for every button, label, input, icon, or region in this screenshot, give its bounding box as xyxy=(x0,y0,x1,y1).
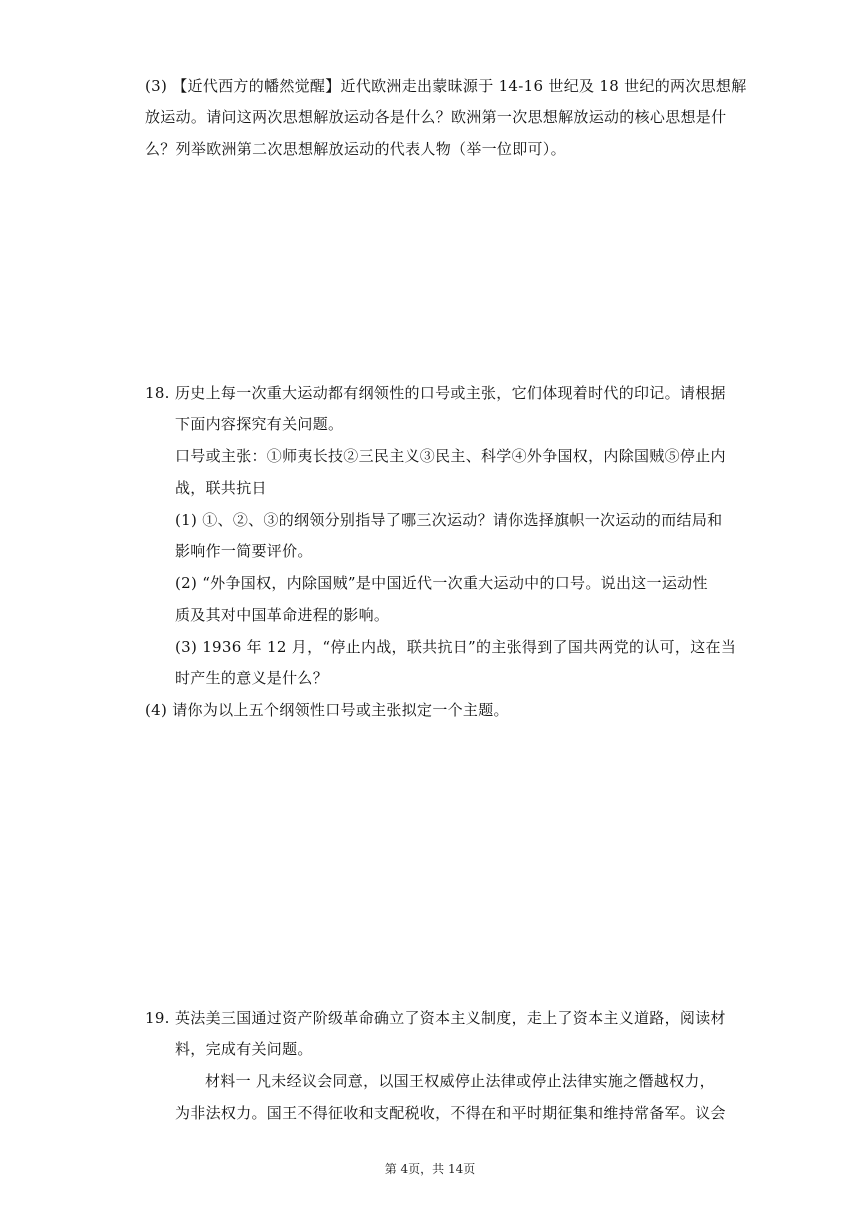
q18-stem-line2: 下面内容探究有关问题。 xyxy=(175,415,344,433)
q17-part3-line1: (3) 【近代西方的幡然觉醒】近代欧洲走出蒙昧源于 14-16 世纪及 18 世纪的两次思想解 xyxy=(145,77,747,95)
q18-part2-line1: (2) “外争国权，内除国贼”是中国近代一次重大运动中的口号。说出这一运动性 xyxy=(175,574,708,592)
q18-part1-line2: 影响作一简要评价。 xyxy=(175,542,313,560)
q18-part2-line2: 质及其对中国革命进程的影响。 xyxy=(175,606,390,624)
q18-slogans-line2: 战，联共抗日 xyxy=(175,479,267,497)
q18-number: 18. xyxy=(145,384,170,402)
q19-number: 19. xyxy=(145,1009,170,1027)
q17-part3-line3: 么？列举欧洲第二次思想解放运动的代表人物（举一位即可）。 xyxy=(145,140,566,158)
q18-part3-line1: (3) 1936 年 12 月，“停止内战，联共抗日”的主张得到了国共两党的认可，这在当 xyxy=(175,638,737,656)
q18-stem-line1: 历史上每一次重大运动都有纲领性的口号或主张，它们体现着时代的印记。请根据 xyxy=(175,384,726,402)
q18-part3-line2: 时产生的意义是什么？ xyxy=(175,669,329,687)
page-footer: 第 4页，共 14页 xyxy=(384,1162,476,1176)
q19-material-line2: 为非法权力。国王不得征收和支配税收，不得在和平时期征集和维持常备军。议会 xyxy=(175,1104,726,1122)
q18-part4-line1: (4) 请你为以上五个纲领性口号或主张拟定一个主题。 xyxy=(145,701,509,719)
q19-stem-line1: 英法美三国通过资产阶级革命确立了资本主义制度，走上了资本主义道路，阅读材 xyxy=(175,1009,726,1027)
q19-stem-line2: 料，完成有关问题。 xyxy=(175,1040,313,1058)
q19-material-line1: 材料一 凡未经议会同意，以国王权威停止法律或停止法律实施之僭越权力， xyxy=(205,1072,715,1090)
q18-slogans-line1: 口号或主张：①师夷长技②三民主义③民主、科学④外争国权，内除国贼⑤停止内 xyxy=(175,447,726,465)
q17-part3-line2: 放运动。请问这两次思想解放运动各是什么？欧洲第一次思想解放运动的核心思想是什 xyxy=(145,108,727,126)
q18-part1-line1: (1) ①、②、③的纲领分别指导了哪三次运动？请你选择旗帜一次运动的而结局和 xyxy=(175,511,723,529)
